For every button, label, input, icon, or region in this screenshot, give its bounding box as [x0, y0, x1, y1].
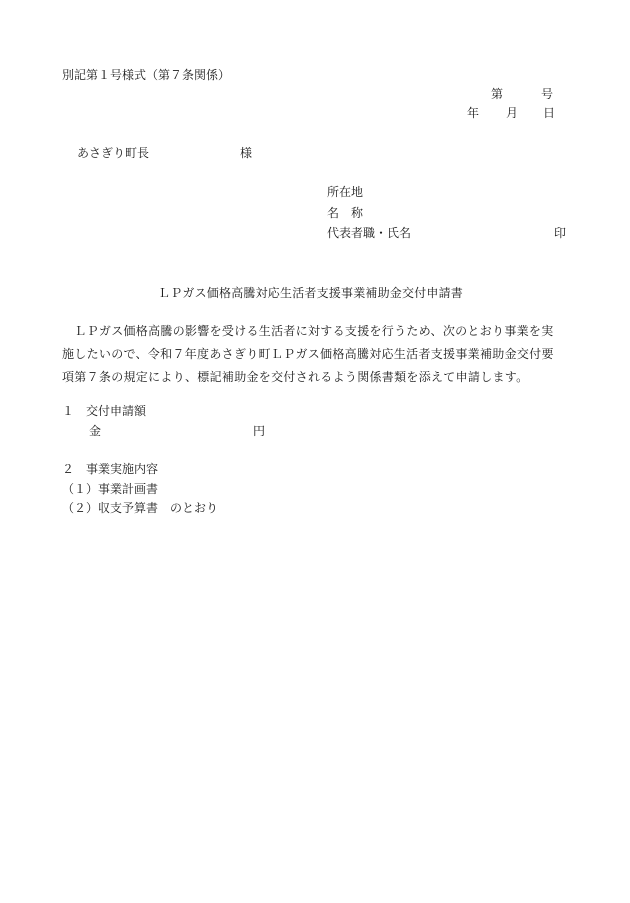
applicant-representative-label: 代表者職・氏名 — [327, 226, 412, 240]
doc-number-go: 号 — [541, 87, 554, 101]
addressee-honorific: 様 — [240, 146, 253, 160]
date-year: 年 — [467, 106, 480, 120]
applicant-address-label: 所在地 — [327, 185, 364, 199]
date-month: 月 — [506, 106, 519, 120]
body-paragraph — [62, 320, 570, 389]
form-label: 別記第１号様式（第７条関係） — [62, 68, 231, 82]
section1-heading: １ 交付申請額 — [62, 404, 147, 418]
body-line: ＬＰガス価格高騰の影響を受ける生活者に対する支援を行うため、次のとおり事業を実 — [62, 324, 554, 338]
addressee-name: あさぎり町長 — [77, 146, 150, 160]
body-line: 施したいので、令和７年度あさぎり町ＬＰガス価格高騰対応生活者支援事業補助金交付要 — [62, 347, 554, 361]
section2-item1: （１）事業計画書 — [62, 482, 159, 496]
amount-unit: 円 — [253, 424, 266, 438]
body-line: 項第７条の規定により、標記補助金を交付されるよう関係書類を添えて申請します。 — [62, 370, 529, 384]
seal-mark: 印 — [554, 226, 567, 240]
document-title: ＬＰガス価格高騰対応生活者支援事業補助金交付申請書 — [158, 286, 464, 300]
applicant-name-label: 名 称 — [327, 206, 364, 220]
doc-number-dai: 第 — [491, 87, 504, 101]
date-day: 日 — [543, 106, 556, 120]
section2-item2: （２）収支予算書 のとおり — [62, 501, 219, 515]
amount-prefix: 金 — [89, 424, 102, 438]
section2-heading: ２ 事業実施内容 — [62, 462, 159, 476]
